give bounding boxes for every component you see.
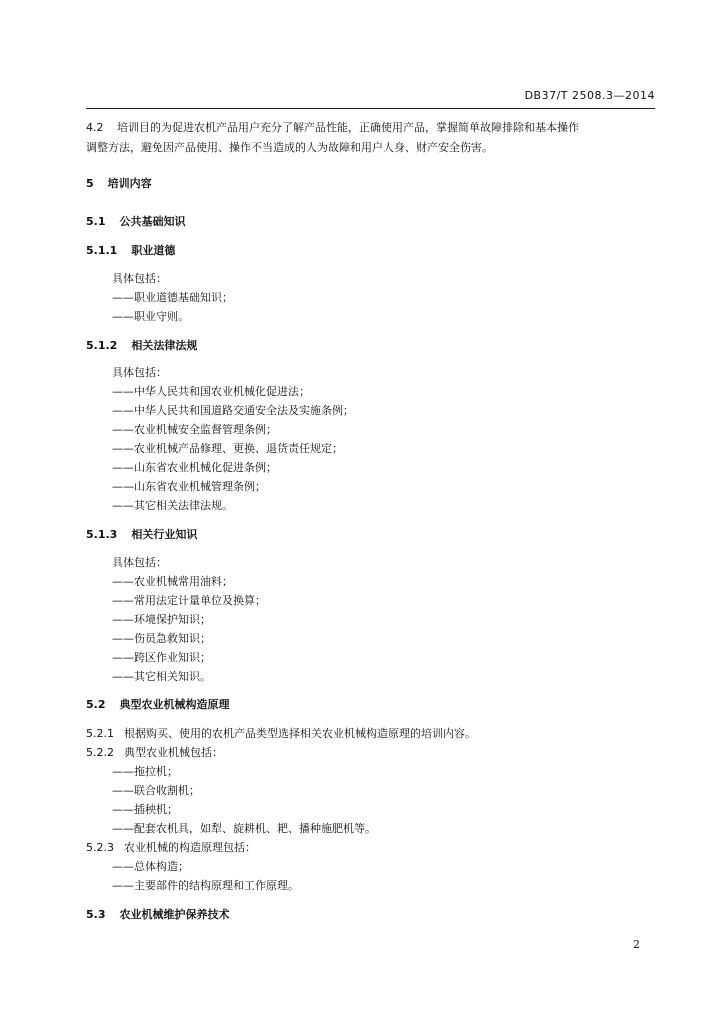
list-item: ——职业守则。 [112, 310, 189, 323]
intro-text: 具体包括： [112, 272, 167, 285]
list-item: ——插秧机； [112, 803, 178, 816]
clause-number: 5.2.3 [86, 841, 114, 854]
section-title: 相关法律法规 [131, 339, 198, 352]
clause-number: 5.2.2 [86, 746, 114, 759]
section-title: 农业机械维护保养技术 [119, 908, 230, 921]
list-item: ——其它相关法律法规。 [112, 499, 233, 512]
document-code: DB37/T 2508.3—2014 [524, 89, 655, 102]
clause-text: 根据购买、使用的农机产品类型选择相关农业机械构造原理的培训内容。 [124, 727, 476, 740]
section-number: 5.3 [86, 908, 106, 921]
list-item: ——其它相关知识。 [112, 670, 211, 683]
section-number: 5.1.3 [86, 528, 118, 541]
clause-5-2-2 [86, 746, 223, 759]
list-item: ——农业机械常用油料； [112, 575, 233, 588]
section-number: 5.1 [86, 215, 106, 228]
section-number: 5.1.1 [86, 244, 118, 257]
section-5-3-heading [86, 908, 230, 921]
clause-text: 典型农业机械包括： [124, 746, 223, 759]
section-5-1-heading [86, 215, 186, 228]
section-5-1-1-heading [86, 244, 175, 257]
section-title: 相关行业知识 [131, 528, 198, 541]
list-item: ——配套农机具，如犁、旋耕机、耙、播种施肥机等。 [112, 822, 376, 835]
clause-number: 4.2 [86, 121, 104, 134]
section-number: 5 [86, 177, 94, 190]
clause-4-2 [86, 118, 658, 158]
section-5-1-2-heading [86, 339, 197, 352]
clause-number: 5.2.1 [86, 727, 114, 740]
section-5-2-heading [86, 698, 230, 711]
list-item: ——伤员急救知识； [112, 632, 211, 645]
clause-5-2-1 [86, 727, 476, 740]
section-number: 5.2 [86, 698, 106, 711]
header-rule [86, 108, 655, 109]
clause-5-2-3 [86, 841, 256, 854]
section-5-heading [86, 177, 152, 190]
list-item: ——拖拉机； [112, 765, 178, 778]
list-item: ——联合收割机； [112, 784, 200, 797]
list-item: ——农业机械产品修理、更换、退货责任规定； [112, 442, 343, 455]
page-number: 2 [633, 938, 640, 951]
list-item: ——山东省农业机械管理条例； [112, 480, 266, 493]
intro-text: 具体包括： [112, 556, 167, 569]
list-item: ——主要部件的结构原理和工作原理。 [112, 879, 299, 892]
clause-text: 农业机械的构造原理包括： [124, 841, 256, 854]
section-title: 职业道德 [131, 244, 176, 257]
section-number: 5.1.2 [86, 339, 118, 352]
list-item: ——中华人民共和国农业机械化促进法； [112, 385, 310, 398]
section-title: 公共基础知识 [119, 215, 186, 228]
list-item: ——山东省农业机械化促进条例； [112, 461, 277, 474]
list-item: ——常用法定计量单位及换算； [112, 594, 266, 607]
list-item: ——环境保护知识； [112, 613, 211, 626]
list-item: ——跨区作业知识； [112, 651, 211, 664]
list-item: ——职业道德基础知识； [112, 291, 233, 304]
clause-text-line2: 调整方法，避免因产品使用、操作不当造成的人为故障和用户人身、财产安全伤害。 [86, 141, 493, 154]
list-item: ——农业机械安全监督管理条例； [112, 423, 277, 436]
section-title: 典型农业机械构造原理 [119, 698, 230, 711]
list-item: ——中华人民共和国道路交通安全法及实施条例； [112, 404, 354, 417]
section-5-1-3-heading [86, 528, 197, 541]
intro-text: 具体包括： [112, 366, 167, 379]
clause-text-line1: 培训目的为促进农机产品用户充分了解产品性能，正确使用产品，掌握简单故障排除和基本操作 [117, 121, 579, 134]
section-title: 培训内容 [107, 177, 152, 190]
list-item: ——总体构造； [112, 860, 189, 873]
